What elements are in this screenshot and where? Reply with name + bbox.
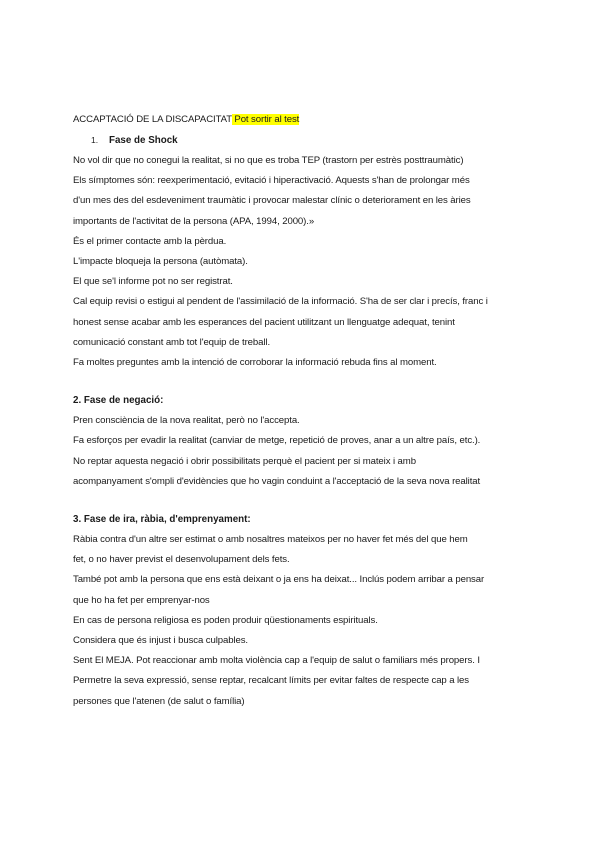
paragraph-line: importants de l'activitat de la persona (APA, 1994, 2000).» bbox=[73, 215, 315, 227]
paragraph-line: Pren consciència de la nova realitat, però no l'accepta. bbox=[73, 415, 300, 427]
title-highlight: Pot sortir al test bbox=[232, 114, 299, 125]
paragraph-line: Cal equip revisi o estigui al pendent de l'assimilació de la informació. S'ha de ser clar i precís, franc i bbox=[73, 296, 488, 308]
paragraph-line: d'un mes des del esdeveniment traumàtic i provocar malestar clínic o deteriorament en les àries bbox=[73, 195, 471, 207]
title-text: ACCAPTACIÓ DE LA DISCAPACITAT bbox=[73, 114, 232, 125]
paragraph-line: No vol dir que no conegui la realitat, si no que es troba TEP (trastorn per estrès posttraumàtic) bbox=[73, 155, 464, 166]
paragraph-line: Ràbia contra d'un altre ser estimat o amb nosaltres mateixos per no haver fet més del que hem bbox=[73, 534, 468, 546]
paragraph-line: També pot amb la persona que ens està deixant o ja ens ha deixat... Inclús podem arribar a pensar bbox=[73, 574, 485, 586]
paragraph-line: Permetre la seva expressió, sense reptar, recalcant límits per evitar faltes de respecte cap a les bbox=[73, 675, 469, 687]
paragraph-line: L'impacte bloqueja la persona (autòmata). bbox=[73, 256, 248, 268]
section-number: 1. bbox=[91, 135, 99, 145]
paragraph-line: Els símptomes són: reexperimentació, evitació i hiperactivació. Aquests s'han de prolongar més bbox=[73, 175, 470, 187]
section-gap bbox=[73, 492, 533, 510]
document-body bbox=[73, 110, 533, 712]
section-heading-1 bbox=[73, 130, 533, 151]
paragraph-line: És el primer contacte amb la pèrdua. bbox=[73, 235, 227, 247]
paragraph-line: En cas de persona religiosa es poden produir qüestionaments espirituals. bbox=[73, 614, 378, 626]
paragraph-line: comunicació constant amb tot l'equip de treball. bbox=[73, 336, 271, 348]
paragraph-line: fet, o no haver previst el desenvolupament dels fets. bbox=[73, 554, 290, 566]
document-title bbox=[73, 110, 533, 130]
paragraph-line: Fa esforços per evadir la realitat (canviar de metge, repetició de proves, anar a un altre país, etc.). bbox=[73, 435, 481, 447]
paragraph-line: Sent El MEJA. Pot reaccionar amb molta violència cap a l'equip de salut o familiars més propers. I bbox=[73, 655, 480, 667]
paragraph-line: honest sense acabar amb les esperances del pacient utilitzant un llenguatge adequat, tenint bbox=[73, 316, 455, 328]
section-heading-2: 2. Fase de negació: bbox=[73, 395, 164, 407]
paragraph-line: persones que l'atenen (de salut o família) bbox=[73, 695, 245, 707]
paragraph-line: Considera que és injust i busca culpables. bbox=[73, 635, 248, 647]
paragraph-line: acompanyament s'ompli d'evidències que ho vagin conduint a l'acceptació de la seva nova realitat bbox=[73, 475, 481, 487]
section-gap bbox=[73, 373, 533, 391]
paragraph-line: Fa moltes preguntes amb la intenció de corroborar la informació rebuda fins al moment. bbox=[73, 357, 437, 369]
paragraph-line: que ho ha fet per emprenyar-nos bbox=[73, 594, 210, 606]
paragraph-line: El que se'l informe pot no ser registrat. bbox=[73, 276, 233, 288]
section-heading-text: Fase de Shock bbox=[109, 135, 178, 146]
section-heading-3: 3. Fase de ira, ràbia, d'emprenyament: bbox=[73, 514, 251, 526]
paragraph-line: No reptar aquesta negació i obrir possibilitats perquè el pacient per si mateix i amb bbox=[73, 455, 416, 467]
